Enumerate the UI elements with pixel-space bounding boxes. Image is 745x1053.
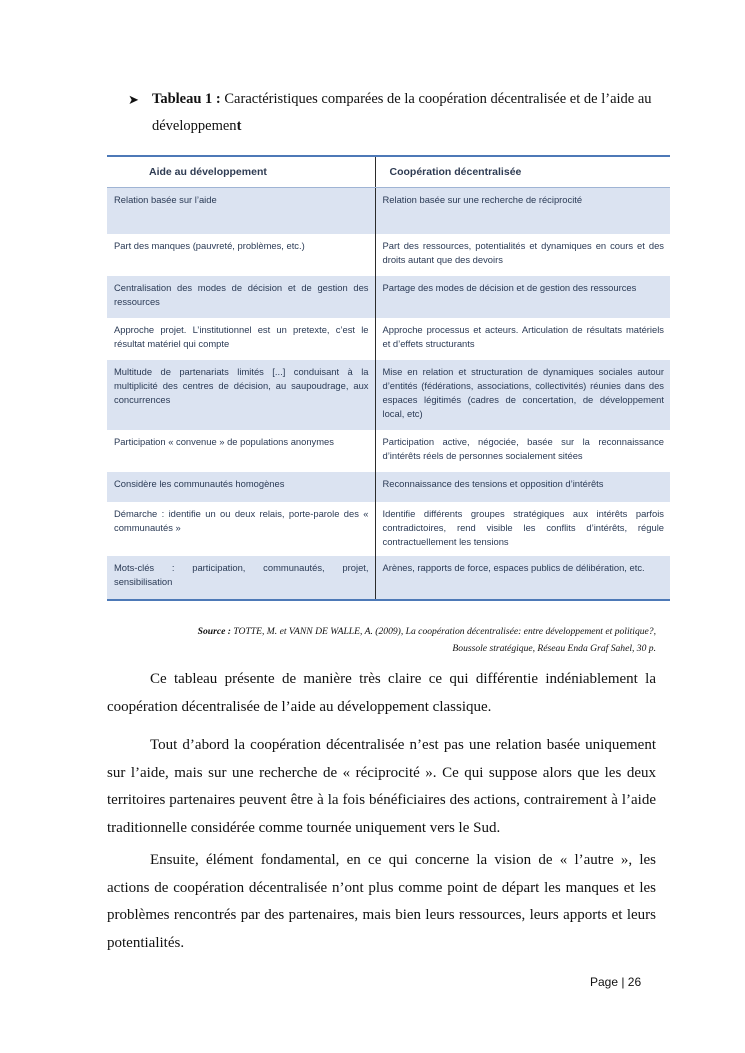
table-cell: Multitude de partenariats limités [...] conduisant à la multiplicité des centres de décision, au saupoudrage, aux concurrences: [107, 360, 375, 430]
table-cell: Considère les communautés homogènes: [107, 472, 375, 502]
caption-body: Caractéristiques comparées de la coopération décentralisée et de l’aide au développemen: [152, 91, 652, 134]
table-row: [107, 502, 670, 556]
header-cooperation: Coopération décentralisée: [375, 156, 670, 188]
comparison-table: [107, 155, 670, 601]
table-cell: Participation active, négociée, basée sur la reconnaissance d’intérêts réels de personnes socialement sitées: [375, 430, 670, 472]
table-header-row: [107, 156, 670, 188]
table-cell: Part des ressources, potentialités et dynamiques en cours et des droits autant que des devoirs: [375, 234, 670, 276]
table-cell: Arènes, rapports de force, espaces publics de délibération, etc.: [375, 556, 670, 600]
source-text: TOTTE, M. et VANN DE WALLE, A. (2009), La coopération décentralisée: entre développement et politique?, Boussole stratégique, Réseau Enda Graf Sahel, 30 p.: [230, 626, 656, 654]
table-row: [107, 360, 670, 430]
table-cell: Approche projet. L’institutionnel est un pretexte, c’est le résultat matériel qui compte: [107, 318, 375, 360]
table-cell: Part des manques (pauvreté, problèmes, etc.): [107, 234, 375, 276]
header-aide: Aide au développement: [107, 156, 375, 188]
caption-label: Tableau 1 :: [152, 91, 221, 107]
table-cell: Centralisation des modes de décision et de gestion des ressources: [107, 276, 375, 318]
caption-text: [152, 86, 668, 140]
table-cell: Approche processus et acteurs. Articulation de résultats matériels et d’effets structurants: [375, 318, 670, 360]
paragraph-1: Ce tableau présente de manière très claire ce qui différentie indéniablement la coopération décentralisée de l’aide au développement classique.: [107, 671, 656, 715]
arrow-bullet-icon: ➤: [128, 92, 139, 107]
table-cell: Identifie différents groupes stratégiques aux intérêts parfois contradictoires, rend visible les conflits d’intérêts, régule contractuellement les tensions: [375, 502, 670, 556]
table-row: [107, 556, 670, 600]
table-cell: Démarche : identifie un ou deux relais, porte-parole des « communautés »: [107, 502, 375, 556]
table-row: [107, 234, 670, 276]
paragraph-3: Ensuite, élément fondamental, en ce qui concerne la vision de « l’autre », les actions de coopération décentralisée n’ont plus comme point de départ les manques et les problèmes rencontrés par des partenaires, mais bien leurs ressources, leurs apports et leurs potentialités.: [107, 852, 656, 951]
table-row: [107, 472, 670, 502]
paragraph-2: Tout d’abord la coopération décentralisée n’est pas une relation basée uniquement sur l’aide, mais sur une recherche de « réciprocité ». Ce qui suppose alors que les deux territoires partenaires peuvent être à la fois bénéficiaires des actions, contrairement à l’aide traditionnelle considérée comme tournée uniquement vers le Sud.: [107, 737, 656, 836]
table-source: [170, 623, 656, 657]
table-cell: Participation « convenue » de populations anonymes: [107, 430, 375, 472]
table-cell: Mots-clés : participation, communautés, projet, sensibilisation: [107, 556, 375, 600]
table-cell: Partage des modes de décision et de gestion des ressources: [375, 276, 670, 318]
table-cell: Reconnaissance des tensions et opposition d’intérêts: [375, 472, 670, 502]
source-label: Source :: [197, 626, 231, 637]
caption-last-letter: t: [236, 118, 242, 134]
table-cell: Relation basée sur une recherche de réciprocité: [375, 188, 670, 234]
table-row: [107, 430, 670, 472]
page-number: Page | 26: [590, 975, 642, 989]
table-row: [107, 318, 670, 360]
table-cell: Mise en relation et structuration de dynamiques sociales autour d’entités (fédérations, associations, collectivités) réunies dans des espaces légitimés (cadres de concertation, de développement local, etc): [375, 360, 670, 430]
table-cell: Relation basée sur l’aide: [107, 188, 375, 234]
table-caption: [128, 86, 668, 140]
table-row: [107, 188, 670, 234]
table-row: [107, 276, 670, 318]
